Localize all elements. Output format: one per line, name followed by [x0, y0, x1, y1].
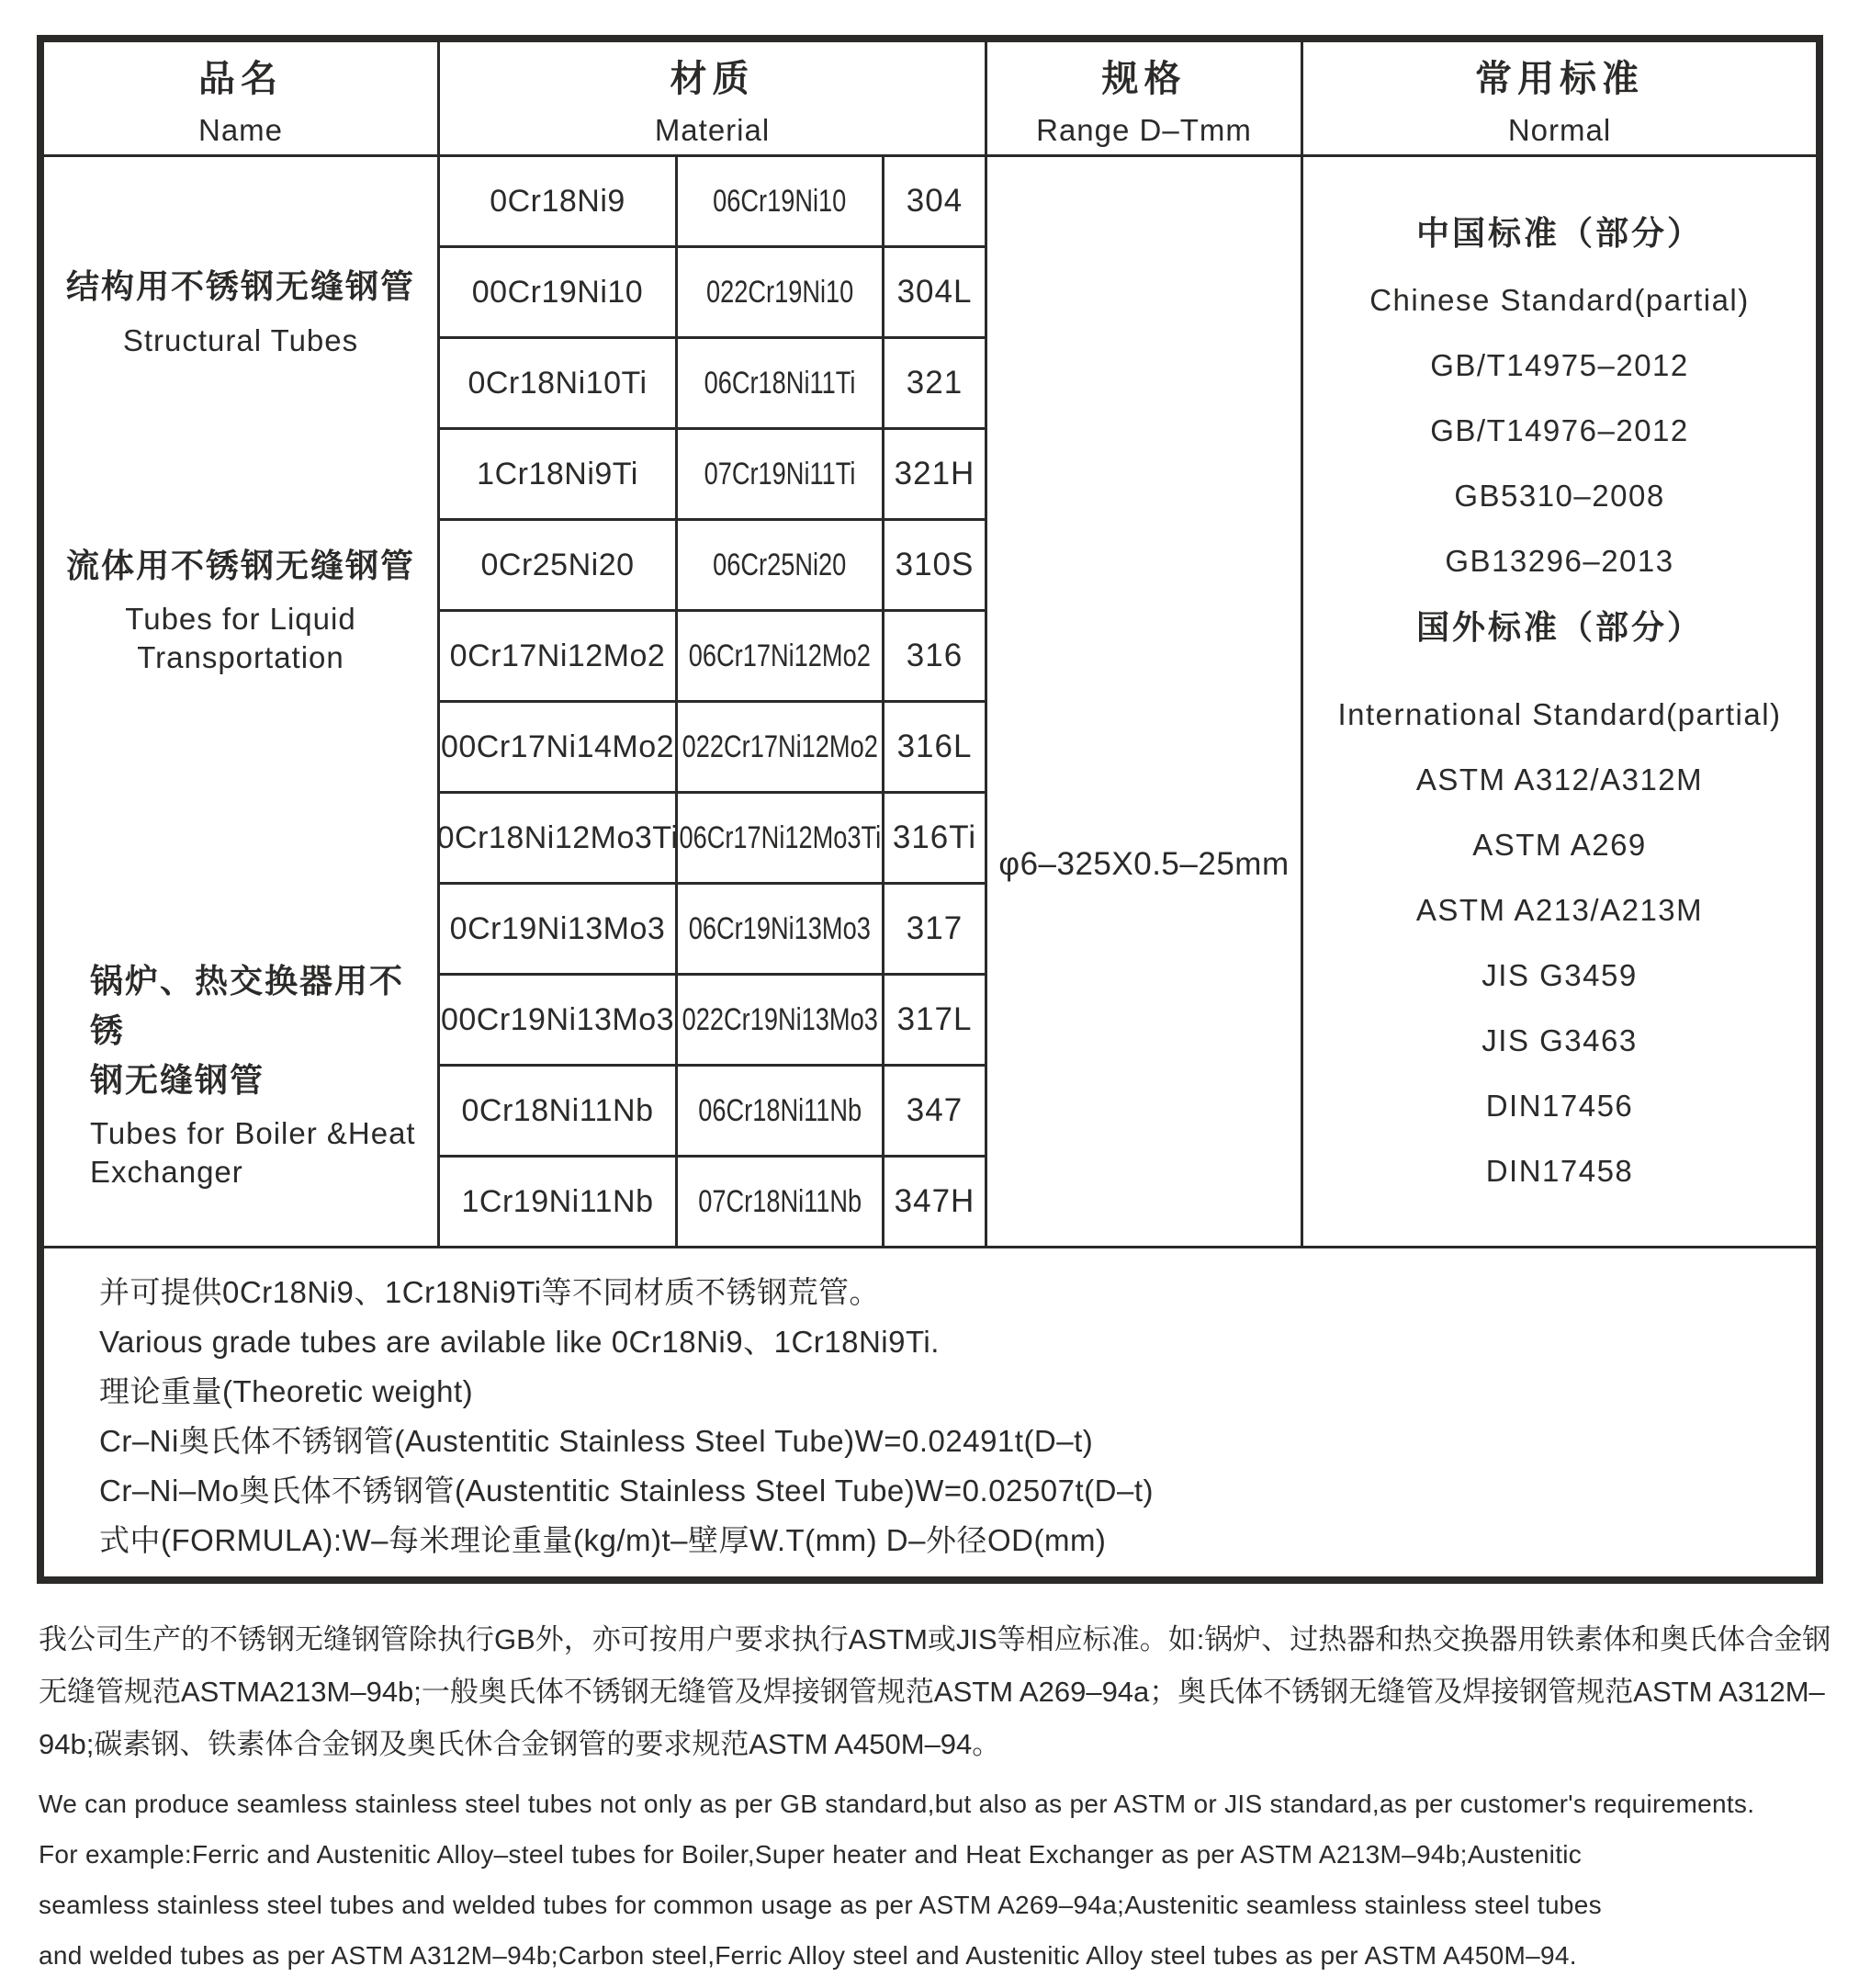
- header-name-en: Name: [197, 112, 284, 147]
- material-new-grade-text: 07Cr19Ni11Ti: [704, 456, 856, 491]
- material-new-grade: [678, 612, 882, 700]
- header-range-cell: [987, 42, 1301, 154]
- standard-item: GB/T14976–2012: [1430, 413, 1689, 447]
- english-description-paragraph: [39, 1779, 1828, 1981]
- material-astm-grade: 310S: [884, 521, 985, 609]
- standard-item: DIN17456: [1485, 1089, 1634, 1123]
- category-label-en: [90, 1114, 416, 1192]
- material-new-grade-text: 06Cr17Ni12Mo3Ti: [679, 819, 881, 855]
- material-astm-grade: 347H: [884, 1158, 985, 1246]
- category-label-cn-line1: 锅炉、热交换器用不锈: [90, 961, 405, 1049]
- paragraph-line: 无缝管规范ASTMA213M–94b;一般奥氏体不锈钢无缝管及焊接钢管规范ASTM A269–94a；奥氏体不锈钢无缝管及焊接钢管规范ASTM A312M–: [39, 1676, 1825, 1708]
- header-range-en: Range D–Tmm: [1036, 112, 1252, 147]
- note-line: Cr–Ni–Mo奥氏体不锈钢管(Austentitic Stainless Steel Tube)W=0.02507t(D–t): [99, 1473, 1154, 1508]
- standard-item: JIS G3463: [1482, 1023, 1638, 1057]
- material-grades-grid: [436, 157, 985, 1246]
- note-line: Cr–Ni奥氏体不锈钢管(Austentitic Stainless Steel Tube)W=0.02491t(D–t): [99, 1423, 1094, 1458]
- note-line: 式中(FORMULA):W–每米理论重量(kg/m)t–壁厚W.T(mm) D–外径OD(mm): [99, 1522, 1107, 1557]
- paragraph-line: 94b;碳素钢、铁素体合金钢及奥氏休合金钢管的要求规范ASTM A450M–94。: [39, 1728, 1001, 1760]
- standard-item: JIS G3459: [1482, 958, 1638, 992]
- standard-item: GB/T14975–2012: [1430, 348, 1689, 382]
- standard-item: DIN17458: [1485, 1154, 1634, 1188]
- header-normal-cn: 常用标准: [1475, 58, 1644, 99]
- category-liquid-transportation-tubes: [44, 541, 437, 677]
- note-line: 理论重量(Theoretic weight): [99, 1373, 474, 1408]
- paragraph-line: and welded tubes as per ASTM A312M–94b;Carbon steel,Ferric Alloy steel and Austenitic Alloy steel tubes as per ASTM A450M–94.: [39, 1941, 1577, 1970]
- material-astm-grade: 321: [884, 339, 985, 427]
- material-new-grade-text: 06Cr19Ni13Mo3: [688, 910, 872, 946]
- category-label-cn-line2: 钢无缝钢管: [90, 1060, 265, 1099]
- material-new-grade-text: 06Cr25Ni20: [713, 547, 847, 582]
- paragraph-line: For example:Ferric and Austenitic Alloy–steel tubes for Boiler,Super heater and Heat Exchanger as per ASTM A213M–94b;Austenitic: [39, 1840, 1583, 1869]
- material-new-grade: [678, 339, 882, 427]
- material-astm-grade: 304L: [884, 248, 985, 336]
- material-new-grade: [678, 1067, 882, 1155]
- material-new-grade: [678, 794, 882, 882]
- header-material-cn: 材质: [670, 58, 755, 99]
- material-old-grade: 00Cr19Ni10: [440, 248, 675, 336]
- material-old-grade: 00Cr17Ni14Mo2: [440, 703, 675, 791]
- category-label-en-line1: Tubes for Boiler &Heat: [90, 1115, 416, 1150]
- material-astm-grade: 316: [884, 612, 985, 700]
- category-label-en: [125, 600, 355, 677]
- name-column: [44, 157, 437, 1246]
- category-label-en-line2: Exchanger: [90, 1154, 243, 1189]
- material-astm-grade: 321H: [884, 430, 985, 518]
- paragraph-line: 我公司生产的不锈钢无缝钢管除执行GB外，亦可按用户要求执行ASTM或JIS等相应标准。如:锅炉、过热器和热交换器用铁素体和奥氏体合金钢: [39, 1623, 1831, 1655]
- material-astm-grade: 316Ti: [884, 794, 985, 882]
- category-label-en-line1: Tubes for Liquid: [125, 601, 356, 636]
- material-new-grade-text: 06Cr17Ni12Mo2: [688, 638, 872, 673]
- material-old-grade: 0Cr19Ni13Mo3: [440, 885, 675, 973]
- category-label-cn: 结构用不锈钢无缝钢管: [65, 267, 415, 306]
- material-astm-grade: 347: [884, 1067, 985, 1155]
- material-new-grade-text: 022Cr17Ni12Mo2: [682, 729, 878, 764]
- category-structural-tubes: [44, 262, 437, 361]
- category-label-en-line2: Transportation: [137, 639, 344, 674]
- header-material-cell: [440, 42, 985, 154]
- international-standard-subheading: International Standard(partial): [1337, 697, 1782, 731]
- material-old-grade: 0Cr17Ni12Mo2: [440, 612, 675, 700]
- notes-section: [44, 1248, 1816, 1576]
- material-astm-grade: 317L: [884, 976, 985, 1064]
- material-old-grade: 0Cr18Ni11Nb: [440, 1067, 675, 1155]
- material-astm-grade: 317: [884, 885, 985, 973]
- material-old-grade: 0Cr25Ni20: [440, 521, 675, 609]
- standard-item: ASTM A269: [1472, 828, 1647, 862]
- material-new-grade-text: 06Cr18Ni11Nb: [698, 1092, 862, 1128]
- paragraph-line: seamless stainless steel tubes and welded tubes for common usage as per ASTM A269–94a;Austenitic seamless stainless steel tubes: [39, 1891, 1602, 1919]
- product-spec-table: [37, 35, 1823, 1584]
- header-material-en: Material: [654, 112, 771, 147]
- chinese-description-paragraph: [39, 1613, 1831, 1770]
- material-new-grade: [678, 157, 882, 245]
- standard-item: GB5310–2008: [1454, 479, 1665, 513]
- material-old-grade: 0Cr18Ni12Mo3Ti: [440, 794, 675, 882]
- material-old-grade: 00Cr19Ni13Mo3: [440, 976, 675, 1064]
- category-label-cn: [90, 956, 437, 1105]
- material-new-grade: [678, 976, 882, 1064]
- material-new-grade: [678, 703, 882, 791]
- material-new-grade-text: 07Cr18Ni11Nb: [698, 1183, 862, 1219]
- note-line: 并可提供0Cr18Ni9、1Cr18Ni9Ti等不同材质不锈钢荒管。: [99, 1274, 881, 1309]
- standard-item: ASTM A213/A213M: [1415, 893, 1704, 927]
- header-normal-cell: [1303, 42, 1816, 154]
- material-new-grade: [678, 430, 882, 518]
- material-old-grade: 1Cr19Ni11Nb: [440, 1158, 675, 1246]
- material-new-grade-text: 06Cr19Ni10: [713, 183, 847, 219]
- header-range-cn: 规格: [1101, 58, 1187, 99]
- material-old-grade: 0Cr18Ni10Ti: [440, 339, 675, 427]
- material-old-grade: 0Cr18Ni9: [440, 157, 675, 245]
- note-line: Various grade tubes are avilable like 0Cr18Ni9、1Cr18Ni9Ti.: [99, 1324, 940, 1359]
- material-old-grade: 1Cr18Ni9Ti: [440, 430, 675, 518]
- category-label-cn: 流体用不锈钢无缝钢管: [65, 546, 415, 584]
- material-new-grade: [678, 885, 882, 973]
- material-astm-grade: 304: [884, 157, 985, 245]
- chinese-standard-subheading: Chinese Standard(partial): [1369, 283, 1750, 317]
- standards-column: [1303, 157, 1816, 1246]
- header-name-cn: 品名: [198, 58, 283, 99]
- header-normal-en: Normal: [1507, 112, 1612, 147]
- standard-item: ASTM A312/A312M: [1415, 762, 1704, 796]
- category-boiler-heat-exchanger-tubes: [44, 956, 437, 1192]
- category-label-en: Structural Tubes: [122, 323, 359, 358]
- paragraph-line: We can produce seamless stainless steel tubes not only as per GB standard,but also as per ASTM or JIS standard,as per customer's requirements.: [39, 1790, 1755, 1818]
- material-new-grade-text: 06Cr18Ni11Ti: [704, 365, 856, 401]
- range-column: [987, 157, 1301, 1246]
- header-name-cell: [44, 42, 437, 154]
- material-new-grade: [678, 1158, 882, 1246]
- material-new-grade: [678, 248, 882, 336]
- standard-item: GB13296–2013: [1445, 544, 1674, 578]
- size-range-value: φ6–325X0.5–25mm: [998, 846, 1290, 883]
- chinese-standard-heading: 中国标准（部分）: [1415, 214, 1703, 252]
- material-new-grade-text: 022Cr19Ni13Mo3: [682, 1001, 878, 1037]
- material-new-grade: [678, 521, 882, 609]
- international-standard-heading: 国外标准（部分）: [1415, 608, 1703, 646]
- material-astm-grade: 316L: [884, 703, 985, 791]
- material-new-grade-text: 022Cr19Ni10: [705, 274, 854, 310]
